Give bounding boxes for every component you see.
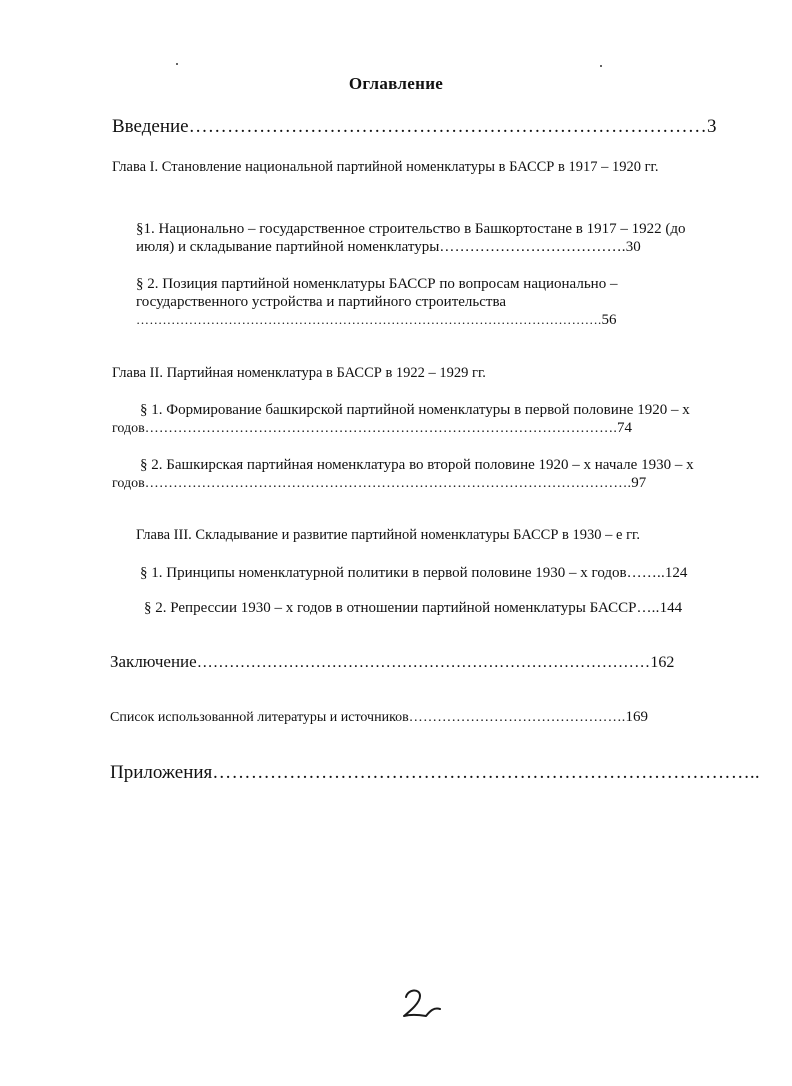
scan-speck (600, 65, 602, 67)
toc-entry-intro[interactable] (112, 118, 717, 136)
toc-page-number: 162 (650, 654, 675, 671)
toc-chapter-3[interactable]: Глава III. Складывание и развитие партийной номенклатуры БАССР в 1930 – е гг. (136, 527, 640, 543)
toc-page-number: 169 (625, 709, 648, 725)
toc-label-line1: § 2. Позиция партийной номенклатуры БАССР по вопросам национально – (136, 276, 618, 292)
toc-dots: ………………………………. (439, 239, 626, 255)
toc-entry-appendix[interactable] (110, 764, 760, 782)
toc-label-line1: §1. Национально – государственное строительство в Башкортостане в 1917 – 1922 (до (136, 221, 686, 237)
toc-entry-conclusion[interactable] (110, 653, 674, 672)
toc-entry-bibliography[interactable] (110, 708, 648, 727)
toc-entry-ch3-s2[interactable] (144, 599, 682, 617)
toc-label-line2: годов (112, 476, 145, 491)
toc-label-line2: государственного устройства и партийного строительства (136, 294, 506, 310)
toc-page-number: 97 (631, 475, 647, 491)
toc-dots: ……………………………………………………………………………………………. (136, 312, 602, 327)
toc-label-line1: § 2. Башкирская партийная номенклатура во второй половине 1920 – х начале 1930 – х (140, 457, 694, 473)
toc-page-number: 144 (659, 600, 683, 616)
toc-chapter-1[interactable]: Глава I. Становление национальной партийной номенклатуры в БАССР в 1917 – 1920 гг. (112, 159, 659, 175)
handwritten-page-mark (398, 985, 448, 1021)
page-title: Оглавление (348, 74, 444, 93)
toc-label: Заключение (110, 652, 197, 671)
toc-page-number: 124 (664, 565, 688, 581)
toc-label: § 1. Принципы номенклатурной политики в первой половине 1930 – х годов (140, 565, 627, 581)
toc-chapter-2[interactable]: Глава II. Партийная номенклатура в БАССР в 1922 – 1929 гг. (112, 365, 486, 381)
toc-label: Список использованной литературы и источников (110, 710, 409, 725)
toc-page-number: 30 (625, 239, 641, 255)
toc-label: Введение (112, 116, 189, 137)
toc-dots: …………………………………………………………………………………………. (144, 476, 632, 491)
scan-speck (176, 63, 178, 65)
toc-dots: ….. (636, 600, 660, 616)
toc-page-number: 74 (617, 420, 633, 436)
toc-label-line2: июля) и складывание партийной номенклатуры (136, 239, 440, 255)
toc-label-line1: § 1. Формирование башкирской партийной номенклатуры в первой половине 1920 – х (140, 402, 690, 418)
toc-label: Приложения (110, 762, 213, 783)
toc-dots: …….. (626, 565, 665, 581)
toc-dots: ………………………………………………………………………… (196, 654, 651, 671)
toc-dots: ………………………………………. (408, 710, 626, 725)
toc-label: § 2. Репрессии 1930 – х годов в отношении партийной номенклатуры БАССР (144, 600, 637, 616)
toc-label-line2: годов (112, 421, 145, 436)
toc-page-number: 56 (601, 312, 617, 328)
toc-dots: ………………………………………………………………………………………. (144, 421, 618, 436)
toc-dots: ……………………………………………………………………… (188, 116, 707, 137)
toc-dots: ………………………………………………………………………….. (212, 762, 760, 783)
toc-entry-ch3-s1[interactable] (140, 564, 687, 582)
toc-page-number: 3 (707, 116, 717, 137)
